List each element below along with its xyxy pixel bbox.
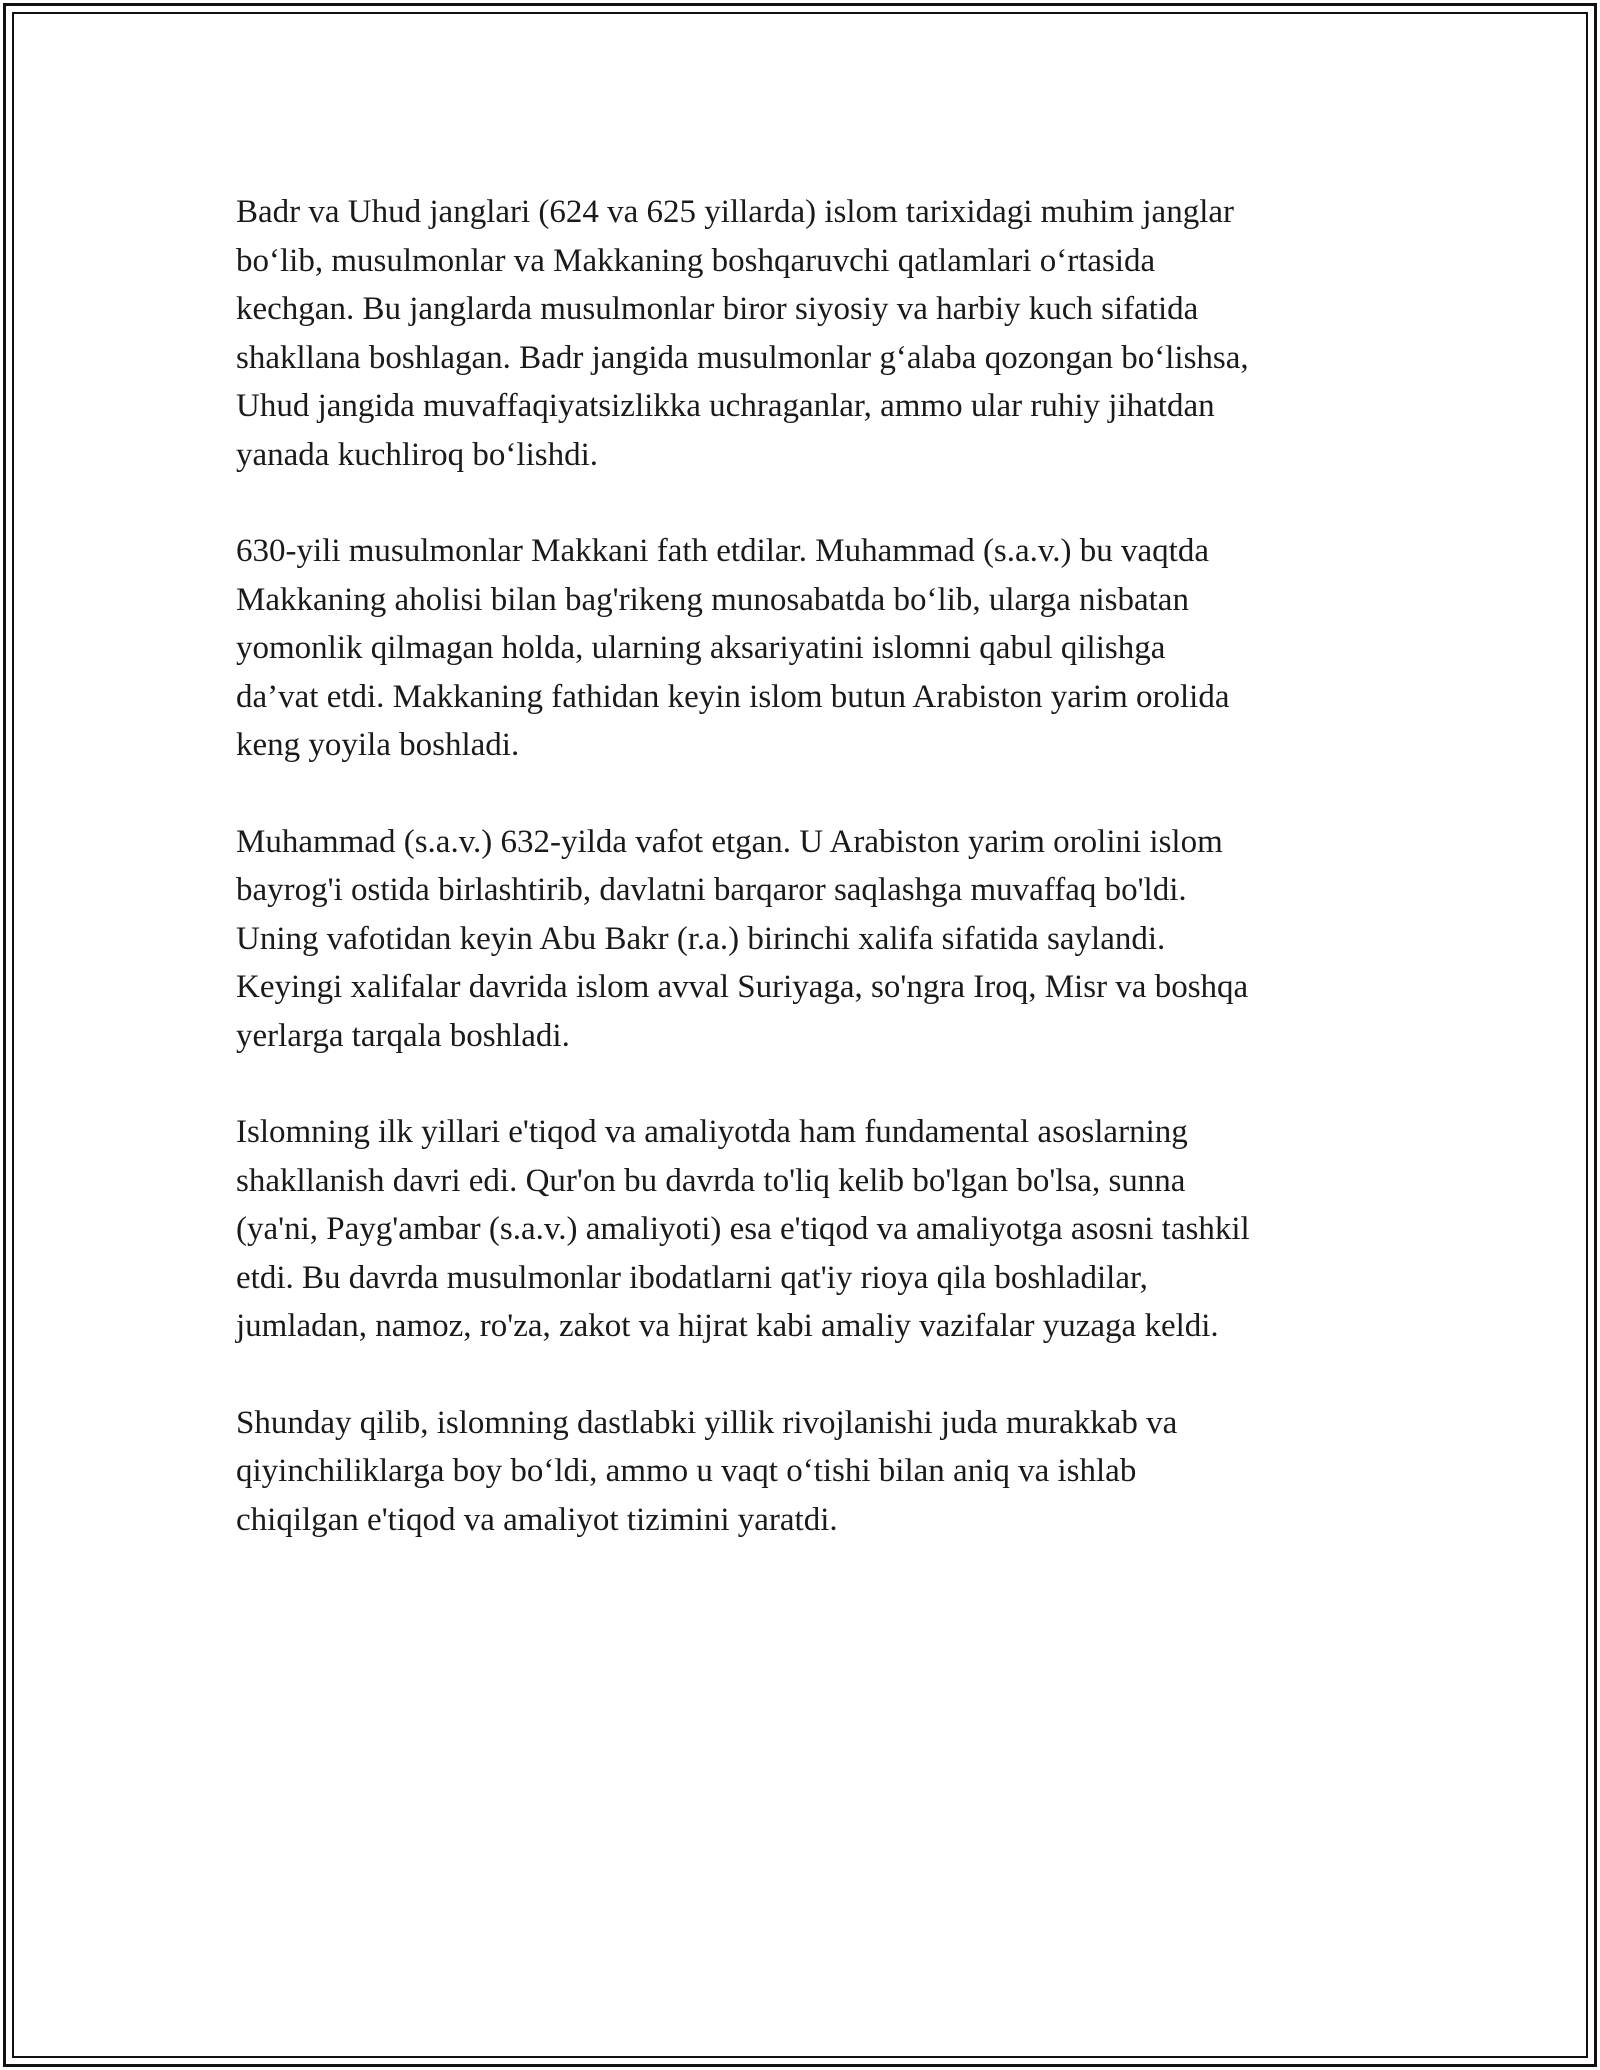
text-line: keng yoyila boshladi. xyxy=(236,727,520,763)
text-line: Shunday qilib, islomning dastlabki yillik rivojlanishi juda murakkab va xyxy=(236,1404,1178,1441)
text-line: qiyinchiliklarga boy bo‘ldi, ammo u vaqt o‘tishi bilan aniq va ishlab xyxy=(236,1453,1137,1489)
paragraph-etiqod-amaliyot xyxy=(236,1108,1366,1351)
text-line: (ya'ni, Payg'ambar (s.a.v.) amaliyoti) esa e'tiqod va amaliyotga asosni tashkil xyxy=(236,1211,1250,1247)
text-line: yomonlik qilmagan holda, ularning aksariyatini islomni qabul qilishga xyxy=(236,630,1166,666)
text-line: Makkaning aholisi bilan bag'rikeng munosabatda bo‘lib, ularga nisbatan xyxy=(236,581,1189,618)
text-line: yerlarga tarqala boshladi. xyxy=(236,1017,570,1054)
paragraph-badr-uhud xyxy=(236,188,1366,479)
text-line: Muhammad (s.a.v.) 632-yilda vafot etgan. U Arabiston yarim orolini islom xyxy=(236,823,1223,860)
text-line: etdi. Bu davrda musulmonlar ibodatlarni qat'iy rioya qila boshladilar, xyxy=(236,1259,1148,1296)
paragraph-xulosa xyxy=(236,1399,1366,1545)
text-line: chiqilgan e'tiqod va amaliyot tizimini yaratdi. xyxy=(236,1501,838,1538)
text-line: Uhud jangida muvaffaqiyatsizlikka uchraganlar, ammo ular ruhiy jihatdan xyxy=(236,388,1215,424)
text-line: shakllana boshlagan. Badr jangida musulmonlar g‘alaba qozongan bo‘lishsa, xyxy=(236,339,1249,376)
paragraph-makka-fath xyxy=(236,527,1366,770)
text-line: yanada kuchliroq bo‘lishdi. xyxy=(236,436,599,473)
text-line: bo‘lib, musulmonlar va Makkaning boshqaruvchi qatlamlari o‘rtasida xyxy=(236,242,1156,279)
text-line: jumladan, namoz, ro'za, zakot va hijrat kabi amaliy vazifalar yuzaga keldi. xyxy=(236,1308,1219,1344)
text-line: Islomning ilk yillari e'tiqod va amaliyotda ham fundamental asoslarning xyxy=(236,1114,1188,1150)
text-line: Uning vafotidan keyin Abu Bakr (r.a.) birinchi xalifa sifatida saylandi. xyxy=(236,920,1166,957)
text-line: shakllanish davri edi. Qur'on bu davrda to'liq kelib bo'lgan bo'lsa, sunna xyxy=(236,1162,1186,1199)
text-line: Badr va Uhud janglari (624 va 625 yillarda) islom tarixidagi muhim janglar xyxy=(236,194,1235,230)
paragraph-vafot-xalifalar xyxy=(236,818,1366,1061)
text-line: kechgan. Bu janglarda musulmonlar biror siyosiy va harbiy kuch sifatida xyxy=(236,291,1199,327)
text-line: bayrog'i ostida birlashtirib, davlatni barqaror saqlashga muvaffaq bo'ldi. xyxy=(236,872,1187,908)
text-line: Keyingi xalifalar davrida islom avval Suriyaga, so'ngra Iroq, Misr va boshqa xyxy=(236,969,1249,1005)
text-line: da’vat etdi. Makkaning fathidan keyin islom butun Arabiston yarim orolida xyxy=(236,678,1230,715)
text-line: 630-yili musulmonlar Makkani fath etdilar. Muhammad (s.a.v.) bu vaqtda xyxy=(236,533,1209,569)
document-body xyxy=(236,188,1366,1592)
